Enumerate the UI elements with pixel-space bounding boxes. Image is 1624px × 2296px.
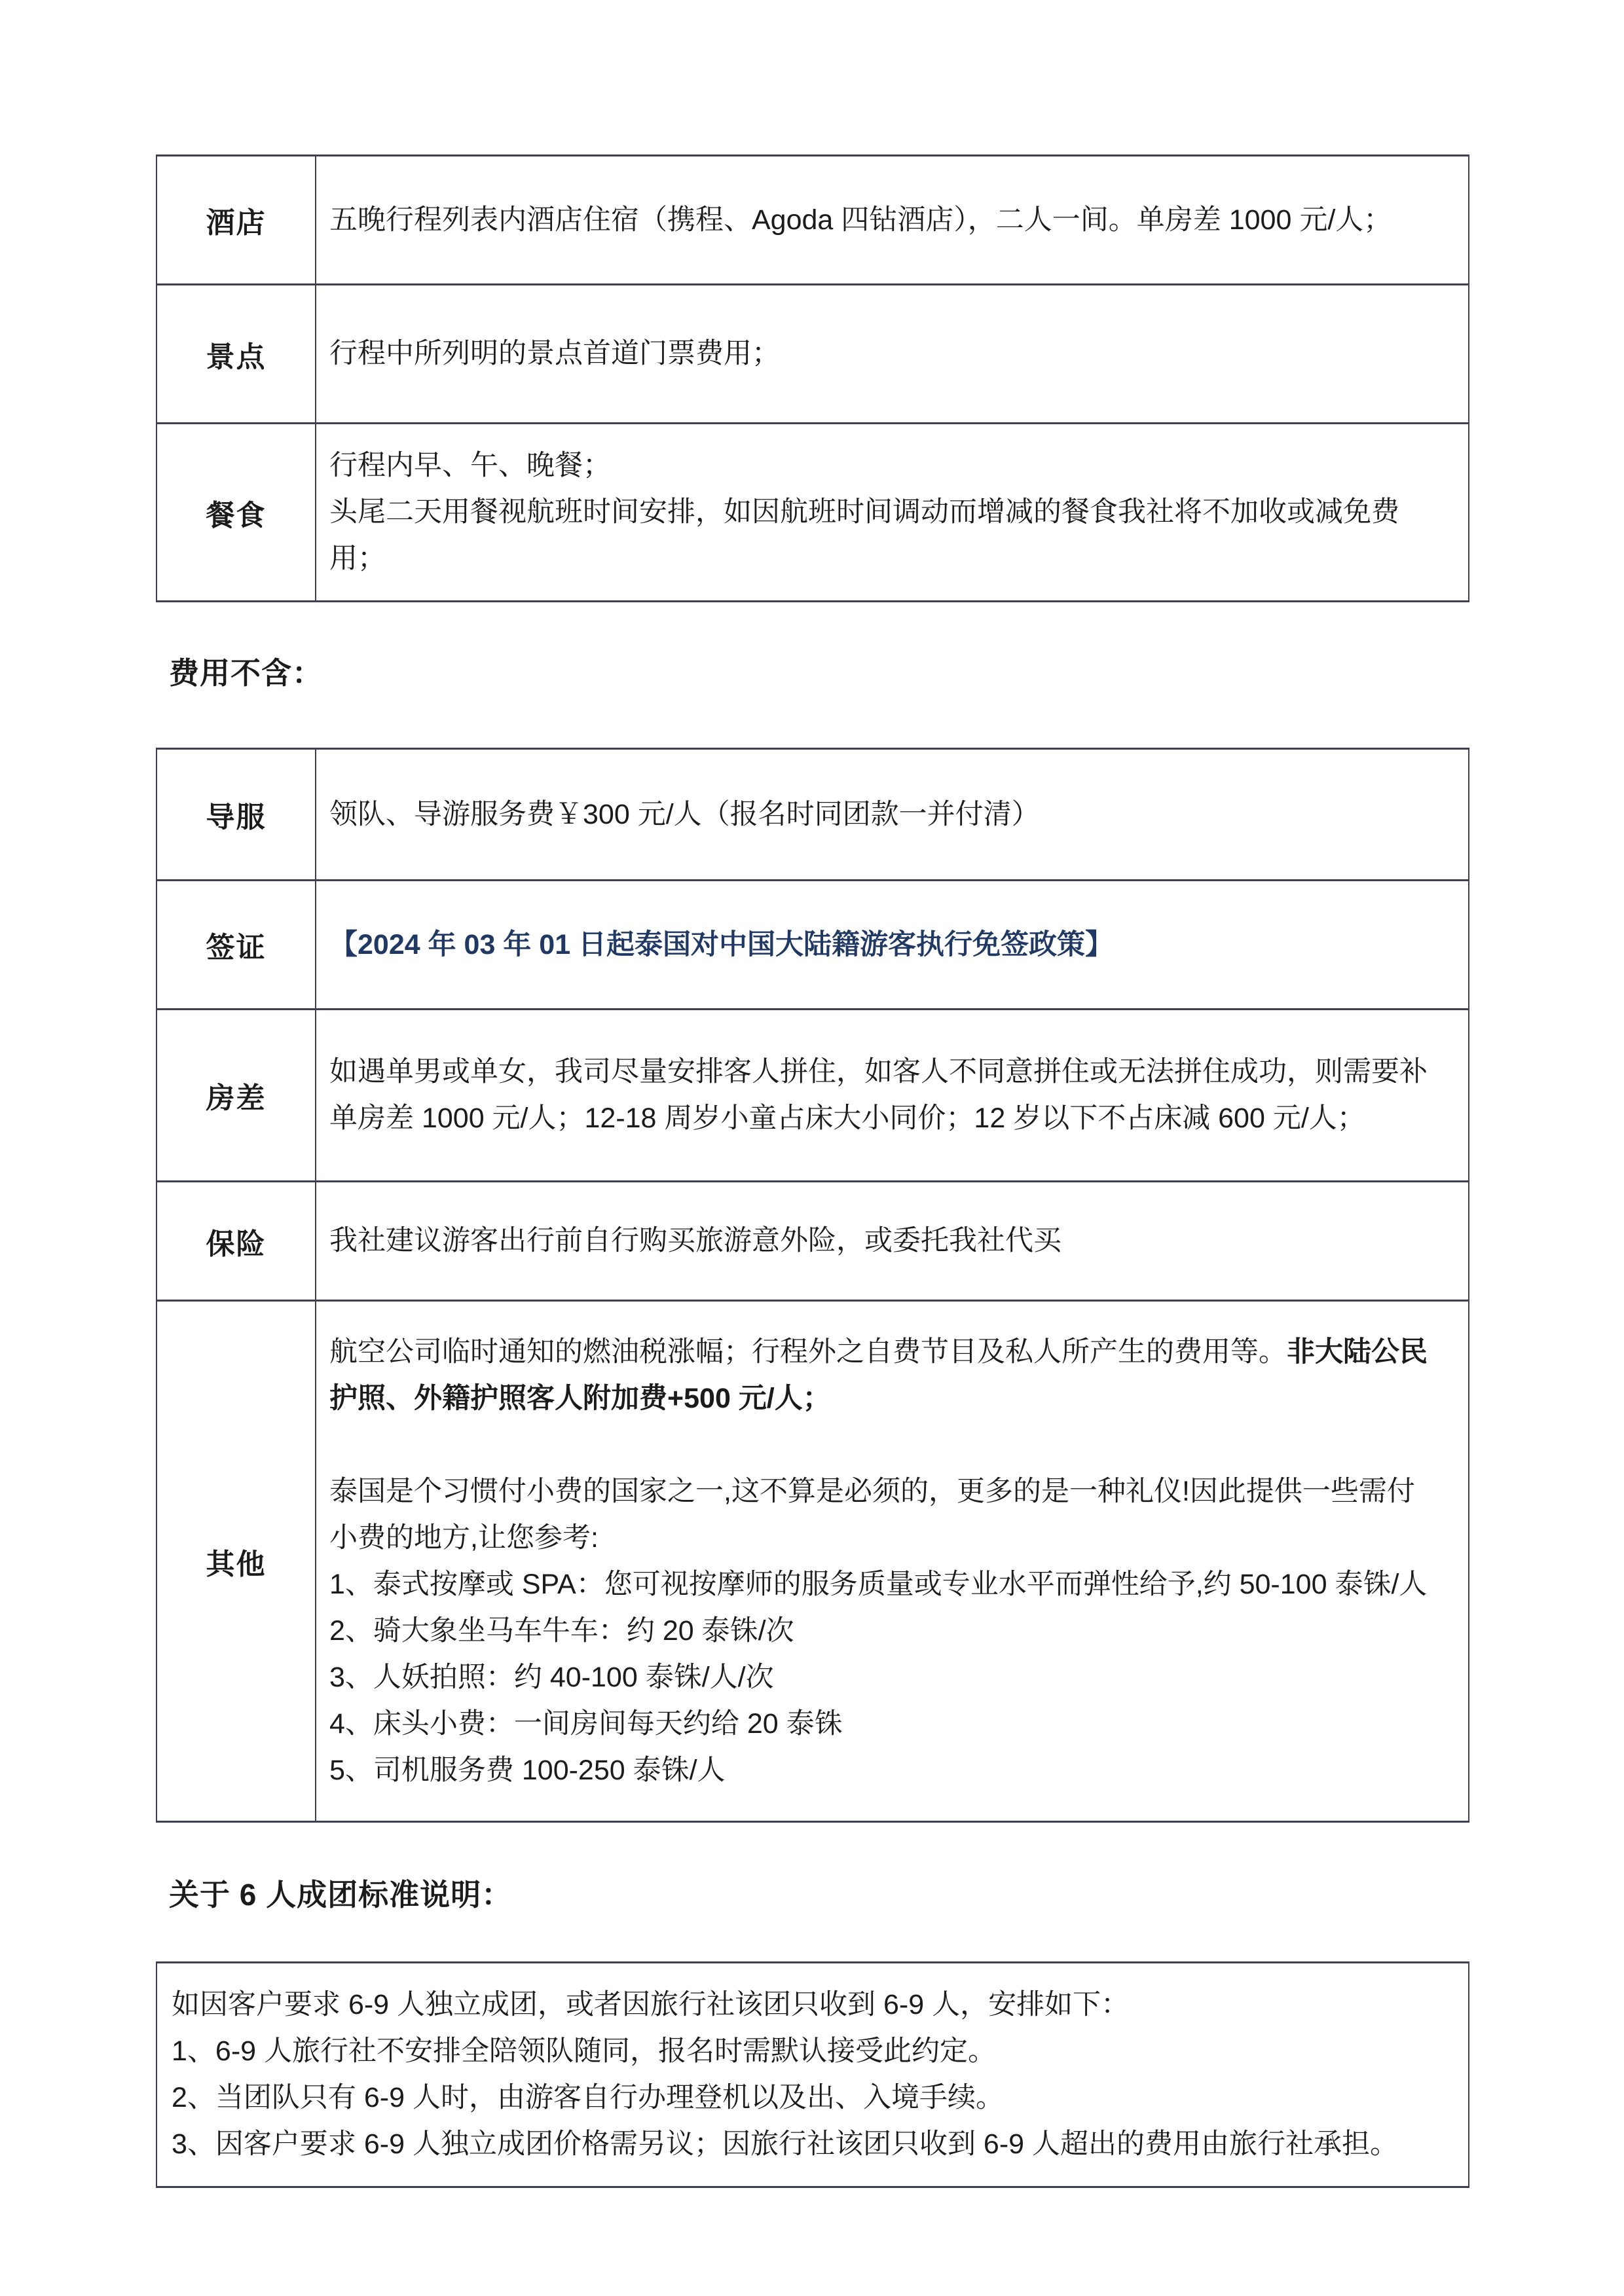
text-line [329,1561,1442,1608]
fees-included-table [156,155,1469,602]
text-line [329,489,1442,582]
body-text: 五晚行程列表内酒店住宿（携程、Agoda 四钻酒店），二人一间。单房差 1000 元/人； [329,204,1392,236]
row-content [316,285,1469,424]
table-row [157,1963,1469,2187]
body-text: 航空公司临时通知的燃油税涨幅；行程外之自费节目及私人所产生的费用等。 [329,1336,1287,1368]
body-text: 3、人妖拍照：约 40-100 泰铢/人/次 [329,1661,774,1693]
row-content [316,1010,1469,1182]
body-text: 行程中所列明的景点首道门票费用； [329,338,780,369]
row-content [316,1301,1469,1822]
text-line [329,1422,1442,1468]
text-line [172,2121,1442,2168]
fees-excluded-table [156,748,1469,1823]
text-line [329,1329,1442,1422]
body-text: 行程内早、午、晚餐； [329,450,611,481]
table-row [157,156,1469,285]
row-label: 餐食 [157,424,316,602]
emphasis-text: 非大陆公民护照、外籍护照客人附加费+500 元/人； [329,1336,1428,1414]
body-text: 1、泰式按摩或 SPA：您可视按摩师的服务质量或专业水平而弹性给予,约 50-100 泰铢/人 [329,1568,1428,1600]
body-text: 3、因客户要求 6-9 人独立成团价格需另议；因旅行社该团只收到 6-9 人超出的费用由旅行社承担。 [172,2128,1398,2160]
group-standard-table [156,1961,1469,2188]
table-row [157,749,1469,881]
row-label: 导服 [157,749,316,881]
table-row [157,1301,1469,1822]
row-content [157,1963,1469,2187]
row-content [316,749,1469,881]
text-line [329,1468,1442,1561]
body-text: 泰国是个习惯付小费的国家之一,这不算是必须的，更多的是一种礼仪!因此提供一些需付小费的地方,让您参考: [329,1475,1415,1554]
row-label: 其他 [157,1301,316,1822]
text-line [329,1218,1442,1264]
body-text: 1、6-9 人旅行社不安排全陪领队随同，报名时需默认接受此约定。 [172,2035,997,2067]
row-label: 酒店 [157,156,316,285]
text-line [172,2028,1442,2075]
text-line [172,1982,1442,2028]
text-line [329,1049,1442,1142]
body-text: 如遇单男或单女，我司尽量安排客人拼住，如客人不同意拼住或无法拼住成功，则需要补单房差 1000 元/人；12-18 周岁小童占床大小同价；12 岁以下不占床减 600 元/人； [329,1056,1428,1134]
table-row [157,285,1469,424]
row-label: 房差 [157,1010,316,1182]
table-row [157,1182,1469,1301]
text-line [329,1701,1442,1747]
text-line [329,197,1442,244]
text-line [329,1654,1442,1701]
text-line [329,792,1442,838]
row-content [316,156,1469,285]
text-line [329,1608,1442,1654]
table-row [157,1010,1469,1182]
row-content [316,424,1469,602]
table-row [157,881,1469,1010]
body-text: 头尾二天用餐视航班时间安排，如因航班时间调动而增减的餐食我社将不加收或减免费用； [329,496,1399,574]
body-text: 我社建议游客出行前自行购买旅游意外险，或委托我社代买 [329,1225,1061,1256]
text-line [329,331,1442,377]
row-label: 景点 [157,285,316,424]
row-label: 签证 [157,881,316,1010]
text-line [329,443,1442,489]
body-text: 4、床头小费：一间房间每天约给 20 泰铢 [329,1707,843,1740]
fees-excluded-heading: 费用不含： [169,656,323,690]
body-text: 2、当团队只有 6-9 人时，由游客自行办理登机以及出、入境手续。 [172,2082,1004,2113]
row-content [316,1182,1469,1301]
row-content [316,881,1469,1010]
body-text: 2、骑大象坐马车牛车：约 20 泰铢/次 [329,1614,794,1647]
body-text: 领队、导游服务费￥300 元/人（报名时同团款一并付清） [329,798,1040,830]
text-line [329,1747,1442,1794]
group-standard-heading: 关于 6 人成团标准说明： [169,1878,513,1912]
table-row [157,424,1469,602]
text-line [329,922,1442,968]
body-text: 5、司机服务费 100-250 泰铢/人 [329,1754,726,1786]
text-line [172,2075,1442,2121]
row-label: 保险 [157,1182,316,1301]
emphasis-text: 【2024 年 03 年 01 日起泰国对中国大陆籍游客执行免签政策】 [329,928,1114,960]
body-text: 如因客户要求 6-9 人独立成团，或者因旅行社该团只收到 6-9 人，安排如下： [172,1989,1130,2020]
